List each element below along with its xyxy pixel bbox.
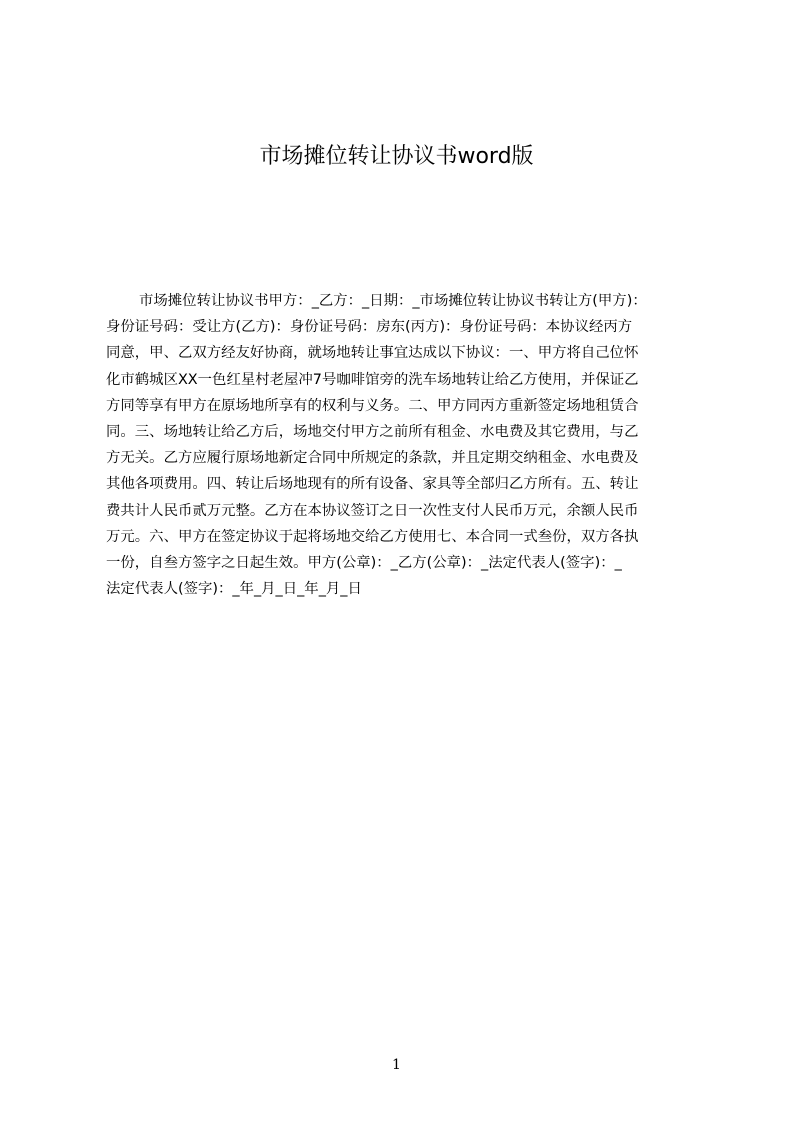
body-line: 方同等享有甲方在原场地所享有的权利与义务。二、甲方同丙方重新签定场地租赁合 <box>106 397 639 414</box>
agreement-body <box>106 288 698 602</box>
body-line: 费共计人民币贰万元整。乙方在本协议签订之日一次性支付人民币万元，余额人民币 <box>106 502 639 519</box>
body-line: 万元。六、甲方在签定协议于起将场地交给乙方使用七、本合同一式叁份，双方各执 <box>106 528 639 545</box>
body-line: 法定代表人(签字)：_年_月_日_年_月_日 <box>106 581 362 598</box>
body-line: 化市鹤城区XX一色红星村老屋冲7号咖啡馆旁的洗车场地转让给乙方使用，并保证乙 <box>106 371 639 388</box>
body-line: 同。三、场地转让给乙方后，场地交付甲方之前所有租金、水电费及其它费用，与乙 <box>106 423 639 440</box>
body-line: 市场摊位转让协议书甲方：_乙方：_日期：_市场摊位转让协议书转让方(甲方)： <box>139 293 647 309</box>
body-line: 方无关。乙方应履行原场地新定合同中所规定的条款，并且定期交纳租金、水电费及 <box>106 450 639 467</box>
body-line: 一份，自叁方签字之日起生效。甲方(公章)：_乙方(公章)：_法定代表人(签字)：_ <box>106 554 622 571</box>
body-line: 身份证号码：受让方(乙方)：身份证号码：房东(丙方)：身份证号码：本协议经丙方 <box>106 319 633 336</box>
document-title: 市场摊位转让协议书word版 <box>259 144 534 169</box>
body-line: 同意，甲、乙双方经友好协商，就场地转让事宜达成以下协议：一、甲方将自己位怀 <box>106 345 639 362</box>
body-line: 其他各项费用。四、转让后场地现有的所有设备、家具等全部归乙方所有。五、转让 <box>106 476 639 493</box>
page-number: 1 <box>392 1057 401 1073</box>
